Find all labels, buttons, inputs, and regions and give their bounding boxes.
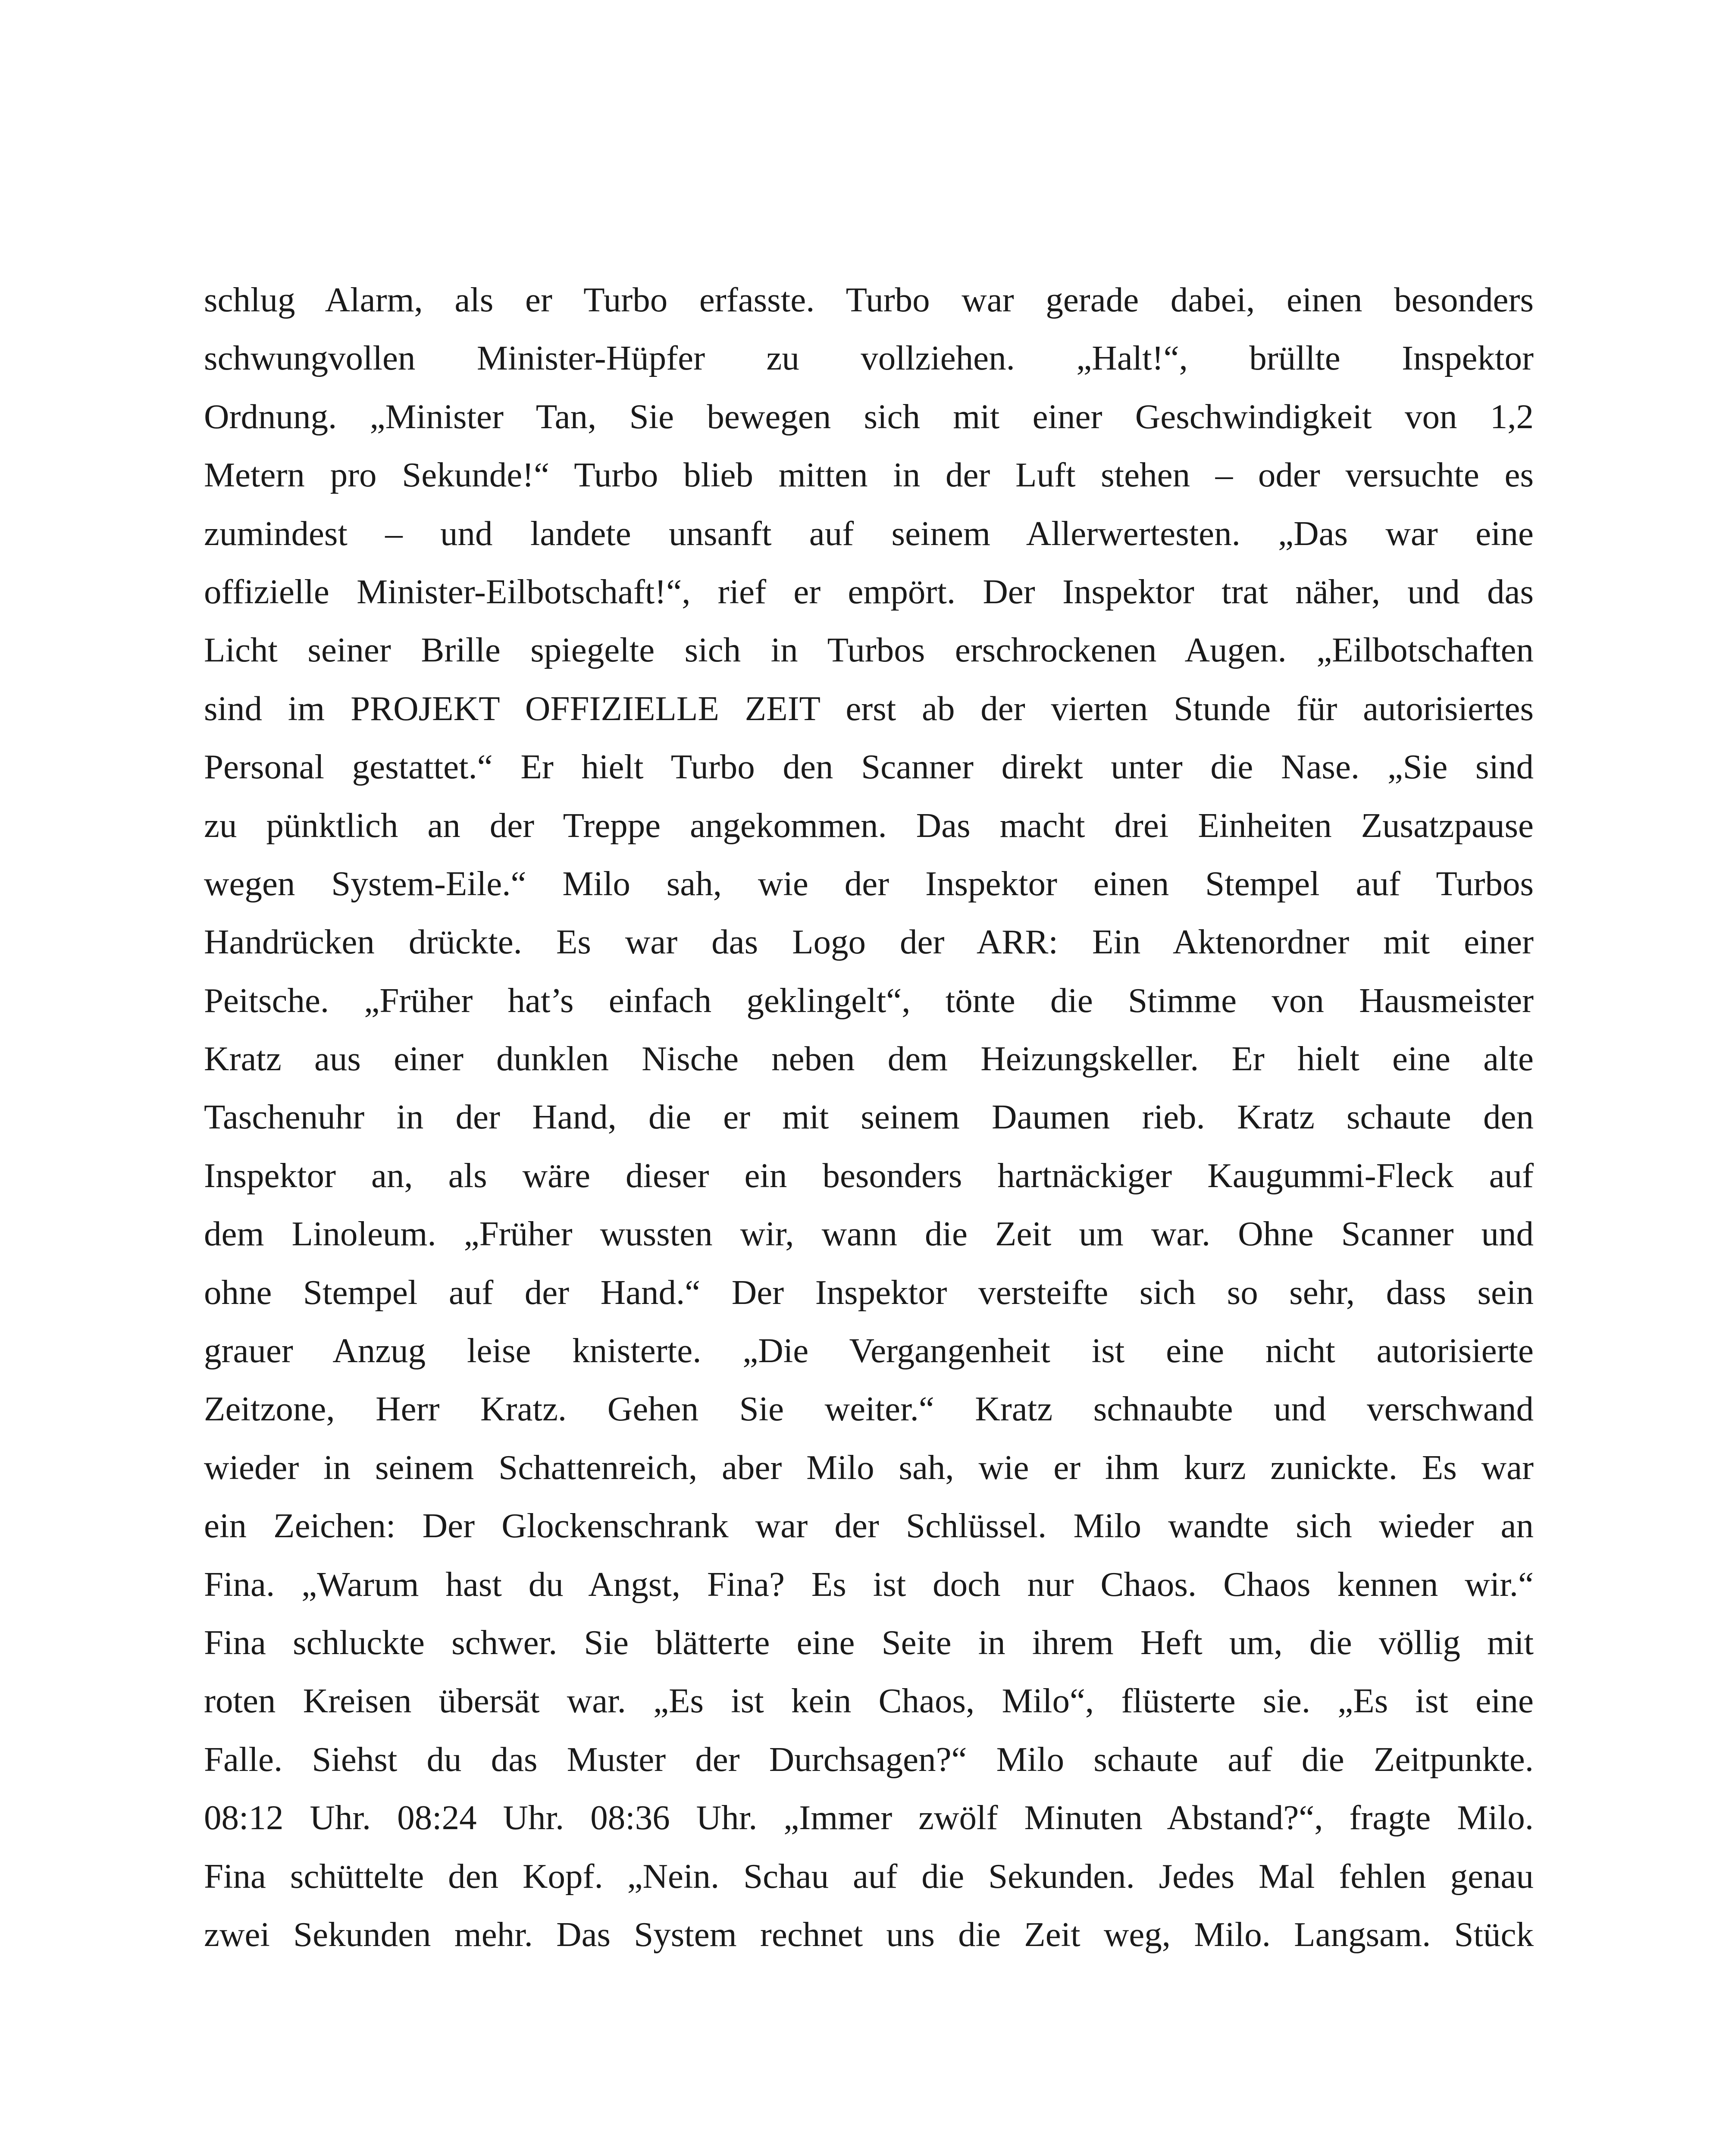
text-line: Zeitzone, Herr Kratz. Gehen Sie weiter.“ Kratz schnaubte und verschwand <box>204 1389 1534 1429</box>
text-line: zumindest – und landete unsanft auf seinem Allerwertesten. „Das war eine <box>204 514 1534 553</box>
body-text <box>204 271 1534 1964</box>
text-line: Personal gestattet.“ Er hielt Turbo den Scanner direkt unter die Nase. „Sie sind <box>204 747 1534 787</box>
text-line: schlug Alarm, als er Turbo erfasste. Turbo war gerade dabei, einen besonders <box>204 280 1534 319</box>
text-line: offizielle Minister-Eilbotschaft!“, rief er empört. Der Inspektor trat näher, und das <box>204 572 1534 611</box>
text-line: roten Kreisen übersät war. „Es ist kein Chaos, Milo“, flüsterte sie. „Es ist eine <box>204 1681 1534 1720</box>
text-line: Inspektor an, als wäre dieser ein besonders hartnäckiger Kaugummi-Fleck auf <box>204 1156 1534 1195</box>
text-line: zwei Sekunden mehr. Das System rechnet uns die Zeit weg, Milo. Langsam. Stück <box>204 1915 1534 1954</box>
text-line: wegen System-Eile.“ Milo sah, wie der Inspektor einen Stempel auf Turbos <box>204 864 1534 903</box>
text-line: Fina schluckte schwer. Sie blätterte eine Seite in ihrem Heft um, die völlig mit <box>204 1623 1534 1662</box>
text-line: ohne Stempel auf der Hand.“ Der Inspektor versteifte sich so sehr, dass sein <box>204 1272 1534 1312</box>
text-line: Taschenuhr in der Hand, die er mit seinem Daumen rieb. Kratz schaute den <box>204 1097 1534 1137</box>
text-line: Metern pro Sekunde!“ Turbo blieb mitten in der Luft stehen – oder versuchte es <box>204 455 1534 495</box>
text-line: grauer Anzug leise knisterte. „Die Vergangenheit ist eine nicht autorisierte <box>204 1331 1534 1370</box>
text-line: Handrücken drückte. Es war das Logo der ARR: Ein Aktenordner mit einer <box>204 922 1534 962</box>
text-line: Fina. „Warum hast du Angst, Fina? Es ist doch nur Chaos. Chaos kennen wir.“ <box>204 1564 1534 1604</box>
text-line: Ordnung. „Minister Tan, Sie bewegen sich mit einer Geschwindigkeit von 1,2 <box>204 397 1534 436</box>
text-line: Kratz aus einer dunklen Nische neben dem Heizungskeller. Er hielt eine alte <box>204 1039 1534 1078</box>
text-line: sind im PROJEKT OFFIZIELLE ZEIT erst ab der vierten Stunde für autorisiertes <box>204 689 1534 728</box>
text-line: dem Linoleum. „Früher wussten wir, wann die Zeit um war. Ohne Scanner und <box>204 1214 1534 1253</box>
text-line: Licht seiner Brille spiegelte sich in Turbos erschrockenen Augen. „Eilbotschaften <box>204 630 1534 670</box>
text-line: 08:12 Uhr. 08:24 Uhr. 08:36 Uhr. „Immer zwölf Minuten Abstand?“, fragte Milo. <box>204 1798 1534 1837</box>
text-line: schwungvollen Minister-Hüpfer zu vollziehen. „Halt!“, brüllte Inspektor <box>204 338 1534 378</box>
text-line: ein Zeichen: Der Glockenschrank war der Schlüssel. Milo wandte sich wieder an <box>204 1506 1534 1545</box>
text-line: Falle. Siehst du das Muster der Durchsagen?“ Milo schaute auf die Zeitpunkte. <box>204 1739 1534 1779</box>
text-line: Peitsche. „Früher hat’s einfach geklingelt“, tönte die Stimme von Hausmeister <box>204 981 1534 1020</box>
text-line: zu pünktlich an der Treppe angekommen. Das macht drei Einheiten Zusatzpause <box>204 805 1534 845</box>
text-line: Fina schüttelte den Kopf. „Nein. Schau auf die Sekunden. Jedes Mal fehlen genau <box>204 1856 1534 1896</box>
text-line: wieder in seinem Schattenreich, aber Milo sah, wie er ihm kurz zunickte. Es war <box>204 1448 1534 1487</box>
